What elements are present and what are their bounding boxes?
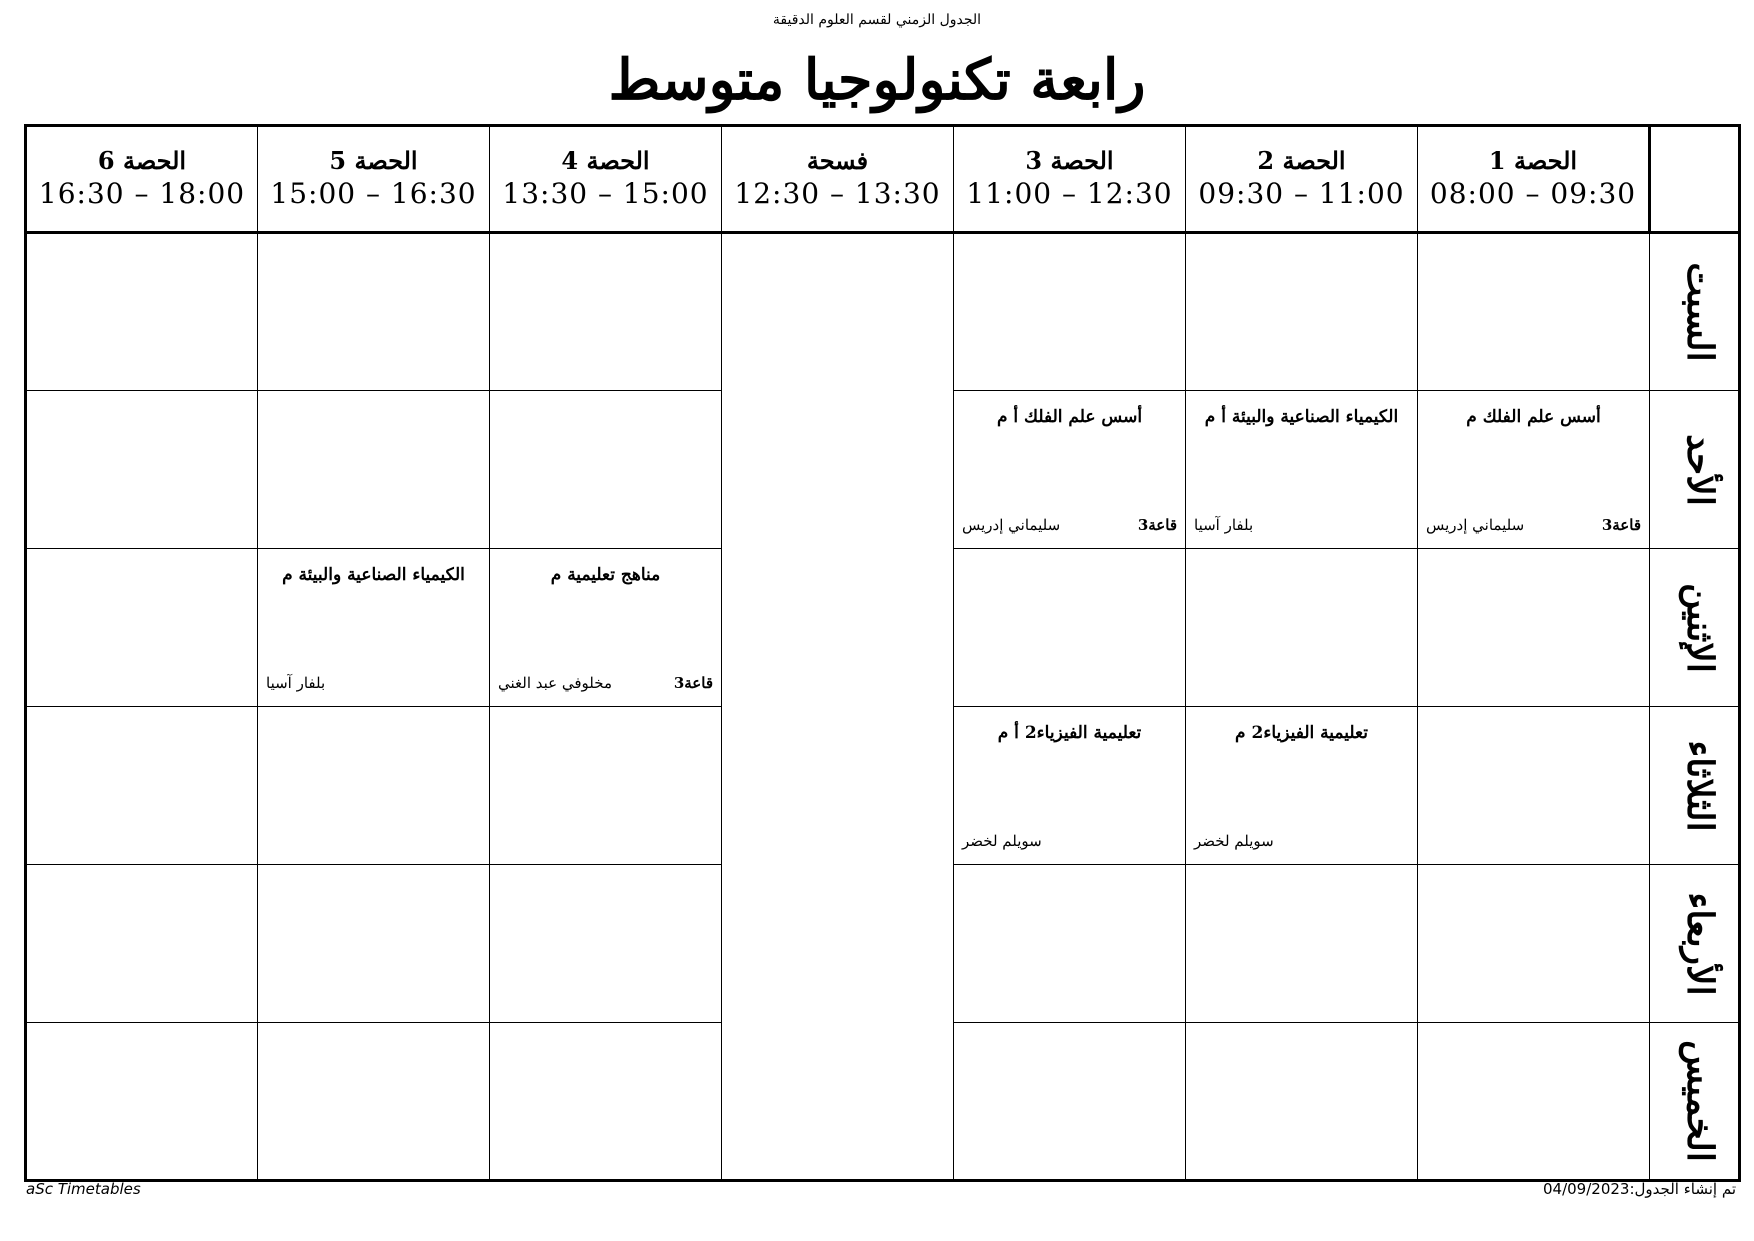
slot-cell xyxy=(1186,1023,1418,1181)
period-time: 13:30 – 15:00 xyxy=(502,177,709,211)
break-column xyxy=(722,233,954,1181)
corner-cell xyxy=(1650,126,1740,233)
slot-cell xyxy=(954,549,1186,707)
lesson-cell[interactable] xyxy=(490,549,722,707)
period-name: الحصة 5 xyxy=(329,146,418,176)
period-header-5 xyxy=(258,126,490,233)
lesson-teacher: سويلم لخضر xyxy=(1194,832,1274,850)
lesson-subject: مناهج تعليمية م xyxy=(550,565,661,585)
period-name: الحصة 4 xyxy=(561,146,650,176)
timetable-caption: الجدول الزمني لقسم العلوم الدقيقة xyxy=(772,12,982,28)
slot-cell xyxy=(490,1023,722,1181)
period-time: 12:30 – 13:30 xyxy=(734,177,941,211)
slot-cell xyxy=(490,707,722,865)
slot-cell xyxy=(1418,707,1650,865)
day-label: الخميس xyxy=(1679,1040,1721,1162)
lesson-teacher: بلفار آسيا xyxy=(266,674,326,692)
slot-cell xyxy=(258,865,490,1023)
slot-cell xyxy=(954,233,1186,391)
slot-cell xyxy=(258,233,490,391)
day-label: الأربعاء xyxy=(1679,891,1721,996)
slot-cell xyxy=(258,1023,490,1181)
lesson-teacher: سويلم لخضر xyxy=(962,832,1042,850)
slot-cell xyxy=(490,391,722,549)
slot-cell xyxy=(1418,549,1650,707)
slot-cell xyxy=(490,865,722,1023)
lesson-subject: تعليمية الفيزياء2 م xyxy=(1235,723,1368,743)
lesson-cell[interactable] xyxy=(954,391,1186,549)
lesson-subject: الكيمياء الصناعية والبيئة أ م xyxy=(1204,407,1399,427)
slot-cell xyxy=(1418,233,1650,391)
period-header-4 xyxy=(490,126,722,233)
period-name: الحصة 2 xyxy=(1257,146,1346,176)
period-header-1 xyxy=(1418,126,1650,233)
slot-cell xyxy=(1418,865,1650,1023)
slot-cell xyxy=(1186,865,1418,1023)
lesson-room: قاعة3 xyxy=(673,674,713,692)
lesson-cell[interactable] xyxy=(954,707,1186,865)
footer-created-date: تم إنشاء الجدول:04/09/2023 xyxy=(1543,1180,1736,1198)
period-name: الحصة 3 xyxy=(1025,146,1114,176)
page-title: رابعة تكنولوجيا متوسط xyxy=(608,47,1146,113)
day-label: الأحد xyxy=(1679,433,1721,506)
lesson-subject: أسس علم الفلك م xyxy=(1466,407,1601,427)
slot-cell xyxy=(954,1023,1186,1181)
period-header-3 xyxy=(954,126,1186,233)
slot-cell xyxy=(1186,233,1418,391)
slot-cell xyxy=(26,707,258,865)
lesson-teacher: سليماني إدريس xyxy=(1426,516,1525,534)
lesson-subject: الكيمياء الصناعية والبيئة م xyxy=(282,565,465,585)
slot-cell xyxy=(26,391,258,549)
lesson-teacher: مخلوفي عبد الغني xyxy=(498,674,612,692)
slot-cell xyxy=(954,865,1186,1023)
lesson-teacher: سليماني إدريس xyxy=(962,516,1061,534)
slot-cell xyxy=(258,391,490,549)
footer-software-credit: aSc Timetables xyxy=(26,1180,141,1198)
lesson-cell[interactable] xyxy=(1418,391,1650,549)
day-label-cell xyxy=(1650,865,1740,1023)
period-header-2 xyxy=(1186,126,1418,233)
period-header-6 xyxy=(26,126,258,233)
lesson-room: قاعة3 xyxy=(1601,516,1641,534)
slot-cell xyxy=(490,233,722,391)
period-time: 11:00 – 12:30 xyxy=(966,177,1173,211)
lesson-teacher: بلفار آسيا xyxy=(1194,516,1254,534)
period-time: 09:30 – 11:00 xyxy=(1198,177,1405,211)
slot-cell xyxy=(258,707,490,865)
period-header-break xyxy=(722,126,954,233)
slot-cell xyxy=(26,1023,258,1181)
lesson-cell[interactable] xyxy=(1186,707,1418,865)
day-label: الثلاثاء xyxy=(1679,739,1721,832)
slot-cell xyxy=(1418,1023,1650,1181)
slot-cell xyxy=(1186,549,1418,707)
period-time: 15:00 – 16:30 xyxy=(270,177,477,211)
day-label-cell xyxy=(1650,391,1740,549)
period-name: فسحة xyxy=(806,146,869,176)
day-label-cell xyxy=(1650,233,1740,391)
slot-cell xyxy=(26,233,258,391)
day-label-cell xyxy=(1650,549,1740,707)
day-row-saturday xyxy=(26,233,1740,391)
lesson-room: قاعة3 xyxy=(1137,516,1177,534)
slot-cell xyxy=(26,865,258,1023)
lesson-subject: تعليمية الفيزياء2 أ م xyxy=(997,723,1142,743)
day-label-cell xyxy=(1650,1023,1740,1181)
period-name: الحصة 1 xyxy=(1488,146,1578,176)
period-header-row xyxy=(26,126,1740,233)
timetable-grid xyxy=(24,124,1741,1182)
period-time: 08:00 – 09:30 xyxy=(1429,177,1637,211)
lesson-subject: أسس علم الفلك أ م xyxy=(996,407,1143,427)
day-label-cell xyxy=(1650,707,1740,865)
lesson-cell[interactable] xyxy=(258,549,490,707)
period-time: 16:30 – 18:00 xyxy=(38,177,246,211)
slot-cell xyxy=(26,549,258,707)
day-label: السبت xyxy=(1679,262,1721,362)
period-name: الحصة 6 xyxy=(97,146,187,176)
day-label: الإثنين xyxy=(1679,582,1721,673)
lesson-cell[interactable] xyxy=(1186,391,1418,549)
